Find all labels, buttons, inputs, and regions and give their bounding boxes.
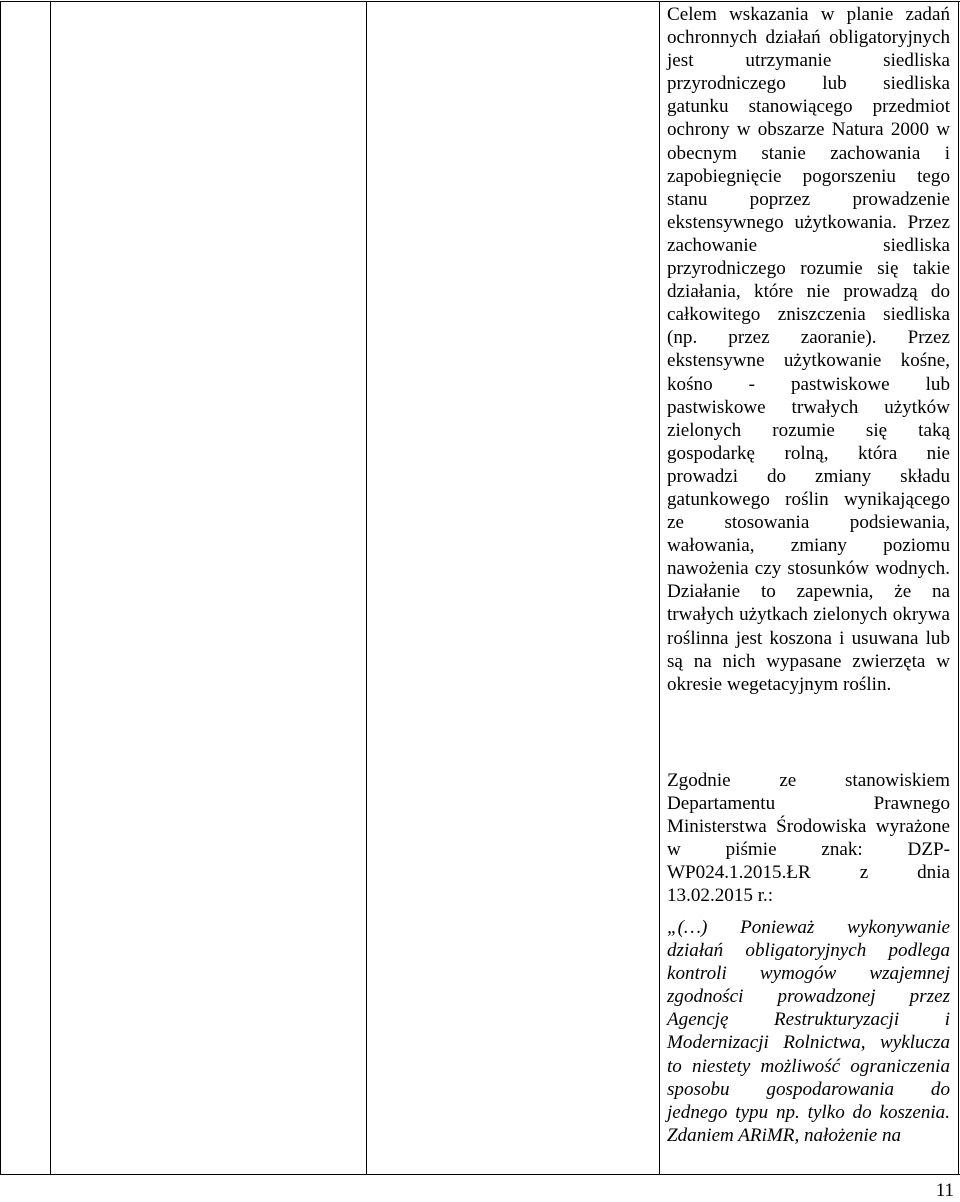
paragraph-ministry-position: Zgodnie ze stanowiskiem Departamentu Prawnego Ministerstwa Środowiska wyrażone w piśmie znak: DZP-WP024.1.2015.ŁR z dnia 13.02.2015 r.: <box>667 770 950 907</box>
paragraph-quote: „(…) Ponieważ wykonywanie działań obligatoryjnych podlega kontroli wymogów wzajemnej zgodności prowadzonej przez Agencję Restrukturyzacji i Modernizacji Rolnictwa, wyklucza to niestety możliwość ograniczenia sposobu gospodarowania do jednego typu np. tylko do koszenia. Zdaniem ARiMR, nałożenie na <box>667 917 950 1146</box>
column-divider-left <box>0 2 1 1175</box>
column-divider-3 <box>659 2 660 1175</box>
column-divider-2 <box>366 2 367 1175</box>
paragraph-action-goal: Celem wskazania w planie zadań ochronnych działań obligatoryjnych jest utrzymanie siedliska przyrodniczego lub siedliska gatunku stanowiącego przedmiot ochrony w obszarze Natura 2000 w obecnym stanie zachowania i zapobiegnięcie pogorszeniu tego stanu poprzez prowadzenie ekstensywnego użytkowania. Przez zachowanie siedliska przyrodniczego rozumie się takie działania, które nie prowadzą do całkowitego zniszczenia siedliska (np. przez zaoranie). Przez ekstensywne użytkowanie kośne, kośno - pastwiskowe lub pastwiskowe trwałych użytków zielonych rozumie się taką gospodarkę rolną, która nie prowadzi do zmiany składu gatunkowego roślin wynikającego ze stosowania podsiewania, wałowania, zmiany poziomu nawożenia czy stosunków wodnych. Działanie to zapewnia, że na trwałych użytkach zielonych okrywa roślinna jest koszona i usuwana lub są na nich wypasane zwierzęta w okresie wegetacyjnym roślin. <box>667 4 950 695</box>
page-number: 11 <box>935 1180 954 1201</box>
table-bottom-border <box>0 1174 960 1175</box>
column-divider-1 <box>50 2 51 1175</box>
table-top-border <box>0 1 960 2</box>
column-divider-right <box>958 2 959 1175</box>
